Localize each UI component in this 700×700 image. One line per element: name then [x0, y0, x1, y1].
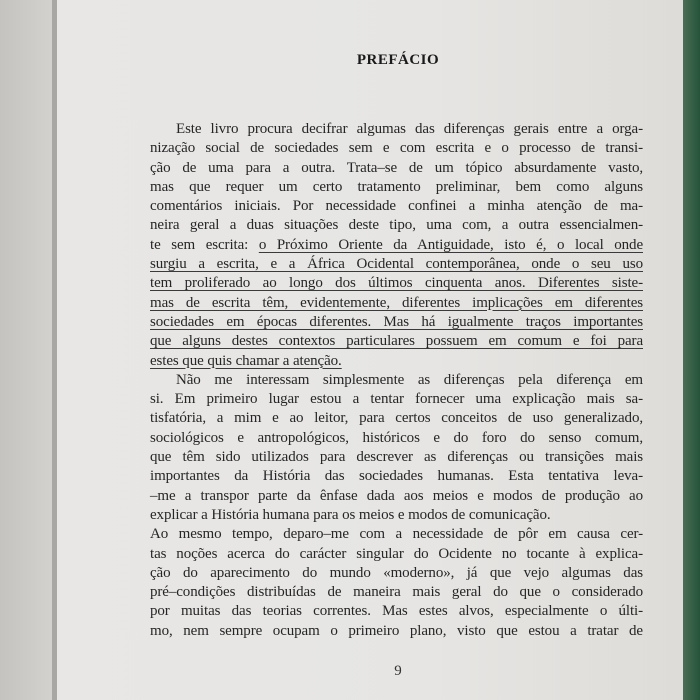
line-text: nização social de sociedades sem e com escrita e o processo de transi-: [150, 140, 643, 157]
line-text: tisfatória, a mim e ao leitor, para certos conceitos de uso generalizado,: [150, 410, 643, 427]
line-text: comentários iniciais. Por necessidade confinei a minha atenção de ma-: [150, 198, 643, 215]
underlined-text: sociedades em épocas diferentes. Mas há igualmente traços importantes: [150, 313, 643, 330]
text-line: [150, 622, 643, 641]
line-text: si. Em primeiro lugar estou a tentar fornecer uma explicação mais sa-: [150, 391, 643, 408]
line-text: importantes da História das sociedades humanas. Esta tentativa leva-: [150, 468, 643, 485]
underlined-text: estes que quis chamar a atenção.: [150, 352, 342, 369]
text-line: [150, 332, 643, 351]
text-line: [150, 274, 643, 293]
underlined-text: surgiu a escrita, e a África Ocidental contemporânea, onde o seu uso: [150, 256, 643, 273]
text-line: [150, 409, 643, 428]
line-text: Este livro procura decifrar algumas das diferenças gerais entre a orga-: [176, 121, 643, 137]
text-line: [150, 448, 643, 467]
text-line: [150, 487, 643, 506]
text-line: [150, 390, 643, 409]
page-number: 9: [394, 663, 402, 679]
page-title: PREFÁCIO: [356, 52, 440, 68]
underlined-text: que alguns destes contextos particulares possuem em comum e foi para: [150, 333, 643, 350]
text-line: [150, 139, 643, 158]
text-line: [150, 525, 643, 544]
text-line: [150, 352, 643, 371]
line-text: –me a transpor parte da ênfase dada aos meios e modos de produção ao: [150, 487, 643, 504]
text-line: [150, 313, 643, 332]
text-line: [150, 178, 643, 197]
book-page: [57, 0, 683, 700]
text-line: [150, 564, 643, 583]
line-text: explicar a História humana para os meios e modos de comunicação.: [150, 506, 551, 523]
text-line: [150, 255, 643, 274]
line-text: mo, nem sempre ocupam o primeiro plano, visto que estou a tratar de: [150, 622, 643, 639]
text-line: [150, 583, 643, 602]
text-line: [150, 545, 643, 564]
text-line: [150, 429, 643, 448]
text-line: [150, 197, 643, 216]
line-text: mas que requer um certo tratamento preliminar, bem como alguns: [150, 178, 643, 195]
previous-page-edge: [0, 0, 54, 700]
text-line: [150, 467, 643, 486]
text-line: [150, 236, 643, 255]
text-line: [150, 159, 643, 178]
line-text: ção do aparecimento do mundo «moderno», já que vejo algumas das: [150, 564, 643, 581]
line-text: neira geral a duas situações deste tipo, uma com, a outra essencialmen-: [150, 217, 643, 234]
line-text: por muitas das teorias correntes. Mas estes alvos, especialmente o últi-: [150, 603, 643, 620]
underlined-text: tem proliferado ao longo dos últimos cinquenta anos. Diferentes siste-: [150, 275, 643, 292]
line-text: pré–condições distribuídas de maneira mais geral do que o considerado: [150, 584, 643, 601]
line-text: Ao mesmo tempo, deparo–me com a necessidade de pôr em causa cer-: [150, 526, 643, 543]
text-line: [150, 294, 643, 313]
line-text: ção de uma para a outra. Trata–se de um tópico absurdamente vasto,: [150, 159, 643, 176]
underlined-text: mas de escrita têm, evidentemente, diferentes implicações em diferentes: [150, 294, 643, 311]
background-surface: [683, 0, 700, 700]
text-line: [150, 506, 643, 525]
page-body-text: [150, 120, 643, 641]
text-line: [150, 120, 643, 139]
text-line: [150, 602, 643, 621]
line-text: que têm sido utilizados para descrever as diferenças ou transições mais: [150, 449, 643, 466]
line-text: tas noções acerca do carácter singular do Ocidente no tocante à explica-: [150, 545, 643, 562]
line-text: te sem escrita:: [150, 236, 259, 253]
underlined-text: o Próximo Oriente da Antiguidade, isto é, o local onde: [258, 236, 643, 253]
line-text: sociológicos e antropológicos, históricos e do foro do senso comum,: [150, 429, 643, 446]
line-text: Não me interessam simplesmente as diferenças pela diferença em: [176, 371, 643, 388]
text-line: [150, 216, 643, 235]
text-line: [150, 371, 643, 390]
